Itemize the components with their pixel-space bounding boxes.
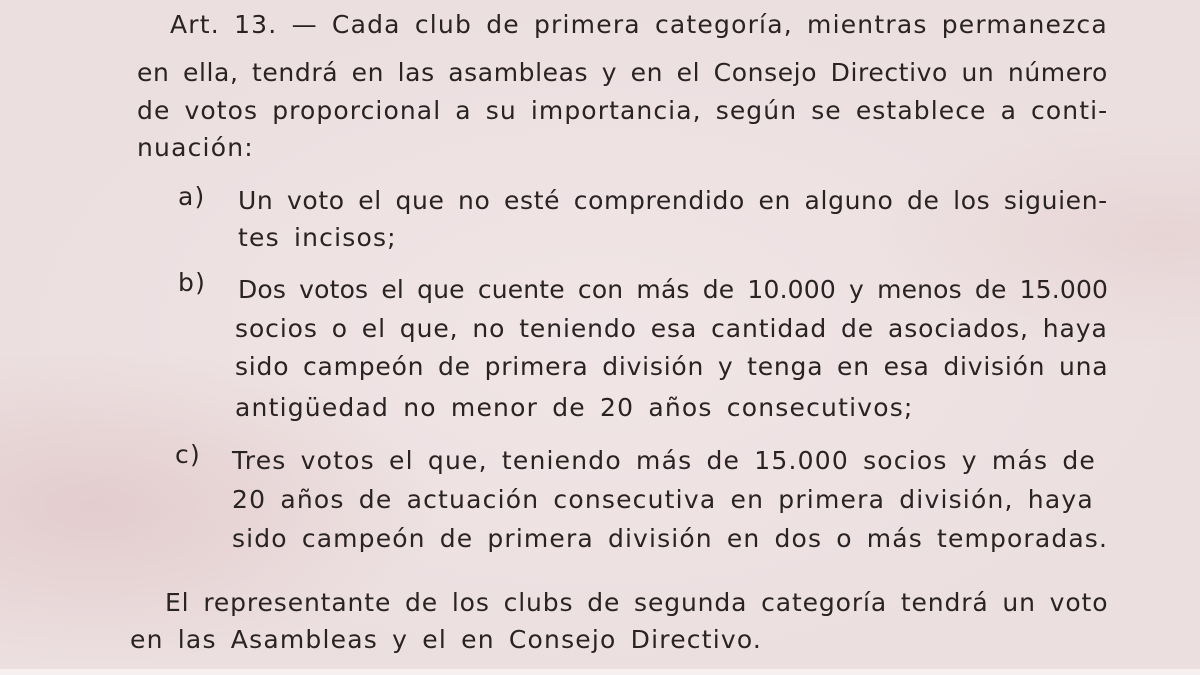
- page-bottom-edge: [0, 669, 1200, 675]
- item-line: sido campeón de primera división en dos o más temporadas.: [232, 524, 1109, 553]
- item-line: tes incisos;: [238, 223, 397, 252]
- intro-line: de votos proporcional a su importancia, según se establece a conti-: [137, 96, 1109, 125]
- item-line: socios o el que, no teniendo esa cantidad de asociados, haya: [235, 314, 1108, 343]
- item-line: 20 años de actuación consecutiva en primera división, haya: [232, 485, 1094, 514]
- item-line: Dos votos el que cuente con más de 10.000 y menos de 15.000: [238, 275, 1109, 304]
- item-marker: b): [178, 268, 207, 297]
- item-line: Tres votos el que, teniendo más de 15.000 socios y más de: [232, 446, 1096, 475]
- intro-line: nuación:: [137, 133, 254, 162]
- item-marker: a): [178, 182, 206, 211]
- intro-line: Art. 13. — Cada club de primera categoría, mientras permanezca: [170, 10, 1108, 39]
- item-line: antigüedad no menor de 20 años consecutivos;: [235, 393, 914, 422]
- closing-line: en las Asambleas y el en Consejo Directivo.: [130, 625, 763, 654]
- item-line: Un voto el que no esté comprendido en alguno de los siguien-: [238, 186, 1108, 215]
- item-marker: c): [175, 440, 201, 469]
- item-line: sido campeón de primera división y tenga en esa división una: [235, 352, 1109, 381]
- intro-line: en ella, tendrá en las asambleas y en el Consejo Directivo un número: [137, 58, 1108, 87]
- closing-line: El representante de los clubs de segunda categoría tendrá un voto: [165, 588, 1109, 617]
